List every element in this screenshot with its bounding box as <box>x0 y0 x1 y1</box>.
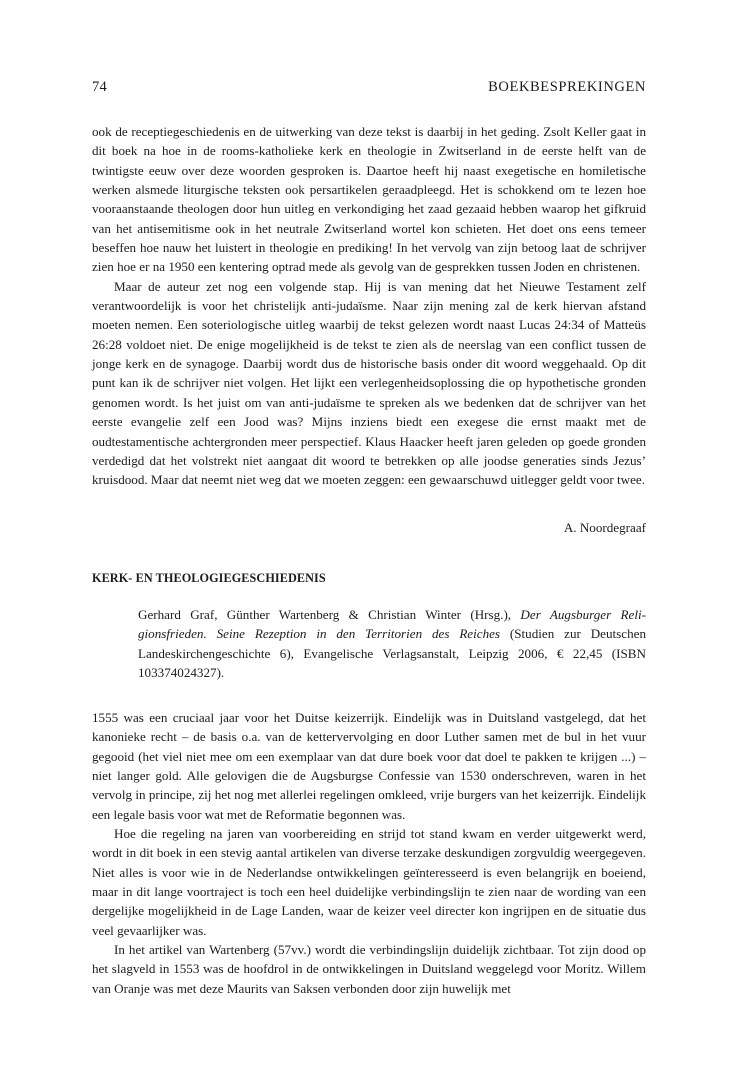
section-heading: KERK- EN THEOLOGIEGESCHIEDENIS <box>92 571 326 585</box>
book-reference <box>138 605 646 682</box>
review-body <box>92 708 646 998</box>
paragraph: In het artikel van Wartenberg (57vv.) wordt die verbindingslijn duidelijk zichtbaar. Tot zijn dood op het slagveld in 1553 was de hoofdrol in de ontwikkelingen in Duitsland weggelegd voor Moritz. Willem van Oranje was met deze Maurits van Saksen verbonden door zijn huwelijk met <box>92 942 646 996</box>
paragraph: Hoe die regeling na jaren van voorbereiding en strijd tot stand kwam en verder uitgewerkt werd, wordt in dit boek in een stevig aantal artikelen van diverse terzake deskundigen zorgvuldig weergegeven. Niet alles is voor wie in de Nederlandse ontwikkelingen geïnteresseerd is even belangrijk en boeiend, maar in dit lange voortraject is toch een heel duidelijke verbindingslijn te zien naar de wording van een dergelijke mogelijkheid in de Lage Landen, waar de keizer veel directer kon ingrijpen en de situatie dus veel gevaarlijker was. <box>92 826 646 938</box>
running-section-title: BOEKBESPREKINGEN <box>488 79 646 95</box>
review-author: A. Noordegraaf <box>563 520 646 535</box>
page-number: 74 <box>92 79 107 95</box>
paragraph: 1555 was een cruciaal jaar voor het Duitse keizerrijk. Eindelijk was in Duitsland vastgelegd, dat het kanonieke recht – de basis o.a. van de kettervervolging en door Luther samen met de bul in het vuur gegooid (het viel niet mee om een exemplaar van dat dure boek voor dat doel te pakken te krijgen ...) – niet langer gold. Alle gelovigen die de Augsburgse Confessie van 1530 onderschreven, waren in het vervolg in principe, zij het nog met allerlei regelingen omkleed, vrije burgers van het keizerrijk. Eindelijk een legale basis voor wat met de Reformatie begonnen was. <box>92 710 646 822</box>
book-title: Der Augsburger Religionsfrieden. Seine Rezeption in den Territorien des Reiches <box>138 607 646 642</box>
paragraph: ook de receptiegeschiedenis en de uitwerking van deze tekst is daarbij in het geding. Zsolt Keller gaat in dit boek na hoe in de rooms-katholieke kerk en theologie in Zwitserland in de eerste helft van de twintigste eeuw over deze woorden gesproken is. Daartoe heeft hij naast exegetische en homiletische werken alsmede liturgische teksten ook persartikelen geraadpleegd. Het is schokkend om te lezen hoe vooraanstaande theologen door hun uitleg en verkondiging het zaad gezaaid hebben waarop het gifkruid van het antisemitisme ook in het neutrale Zwitserland wortel kon schieten. Het doet ons eens temeer beseffen hoe nauw het luistert in theologie en prediking! In het vervolg van zijn betoog laat de schrijver zien hoe er na 1950 een kentering optrad mede als gevolg van de gesprekken tussen Joden en christenen. <box>92 124 646 275</box>
book-authors: Gerhard Graf, Günther Wartenberg & Christian Winter (Hrsg.), <box>138 607 512 622</box>
review-continuation <box>92 122 646 490</box>
running-head <box>92 79 646 99</box>
paragraph: Maar de auteur zet nog een volgende stap. Hij is van mening dat het Nieuwe Testament zelf verantwoordelijk is voor het christelijk anti-judaïsme. Naar zijn mening zal de kerk hiervan afstand moeten nemen. Een soteriologische uitleg waarbij de tekst gelezen wordt naast Lucas 24:34 of Matteüs 26:28 voldoet niet. De enige mogelijkheid is de tekst te zien als de neerslag van een conflict tussen de jonge kerk en de synagoge. Daarbij wordt dus de historische basis onder dit woord weggehaald. Op dit punt kan ik de schrijver niet volgen. Het lijkt een verlegenheidsoplossing die op hypothetische gronden genomen wordt. Is het juist om van anti-judaïsme te spreken als we bedenken dat de schrijver van het eerste evangelie zelf een Jood was? Mijns inziens biedt een exegese die ernst maakt met de oudtestamentische achtergronden meer perspectief. Klaus Haacker heeft jaren geleden op goede gronden verdedigd dat het volstrekt niet aangaat dit woord te betrekken op alle joodse generaties sinds Jezus’ kruisdood. Maar dat neemt niet weg dat we moeten zeggen: een gewaarschuwd uitlegger geldt voor twee. <box>92 278 646 488</box>
book-details: (Studien zur Deutschen Landeskirchengeschichte 6), Evangelische Verlagsanstalt, Leipzig 2006, € 22,45 (ISBN 103374024327). <box>138 626 646 681</box>
